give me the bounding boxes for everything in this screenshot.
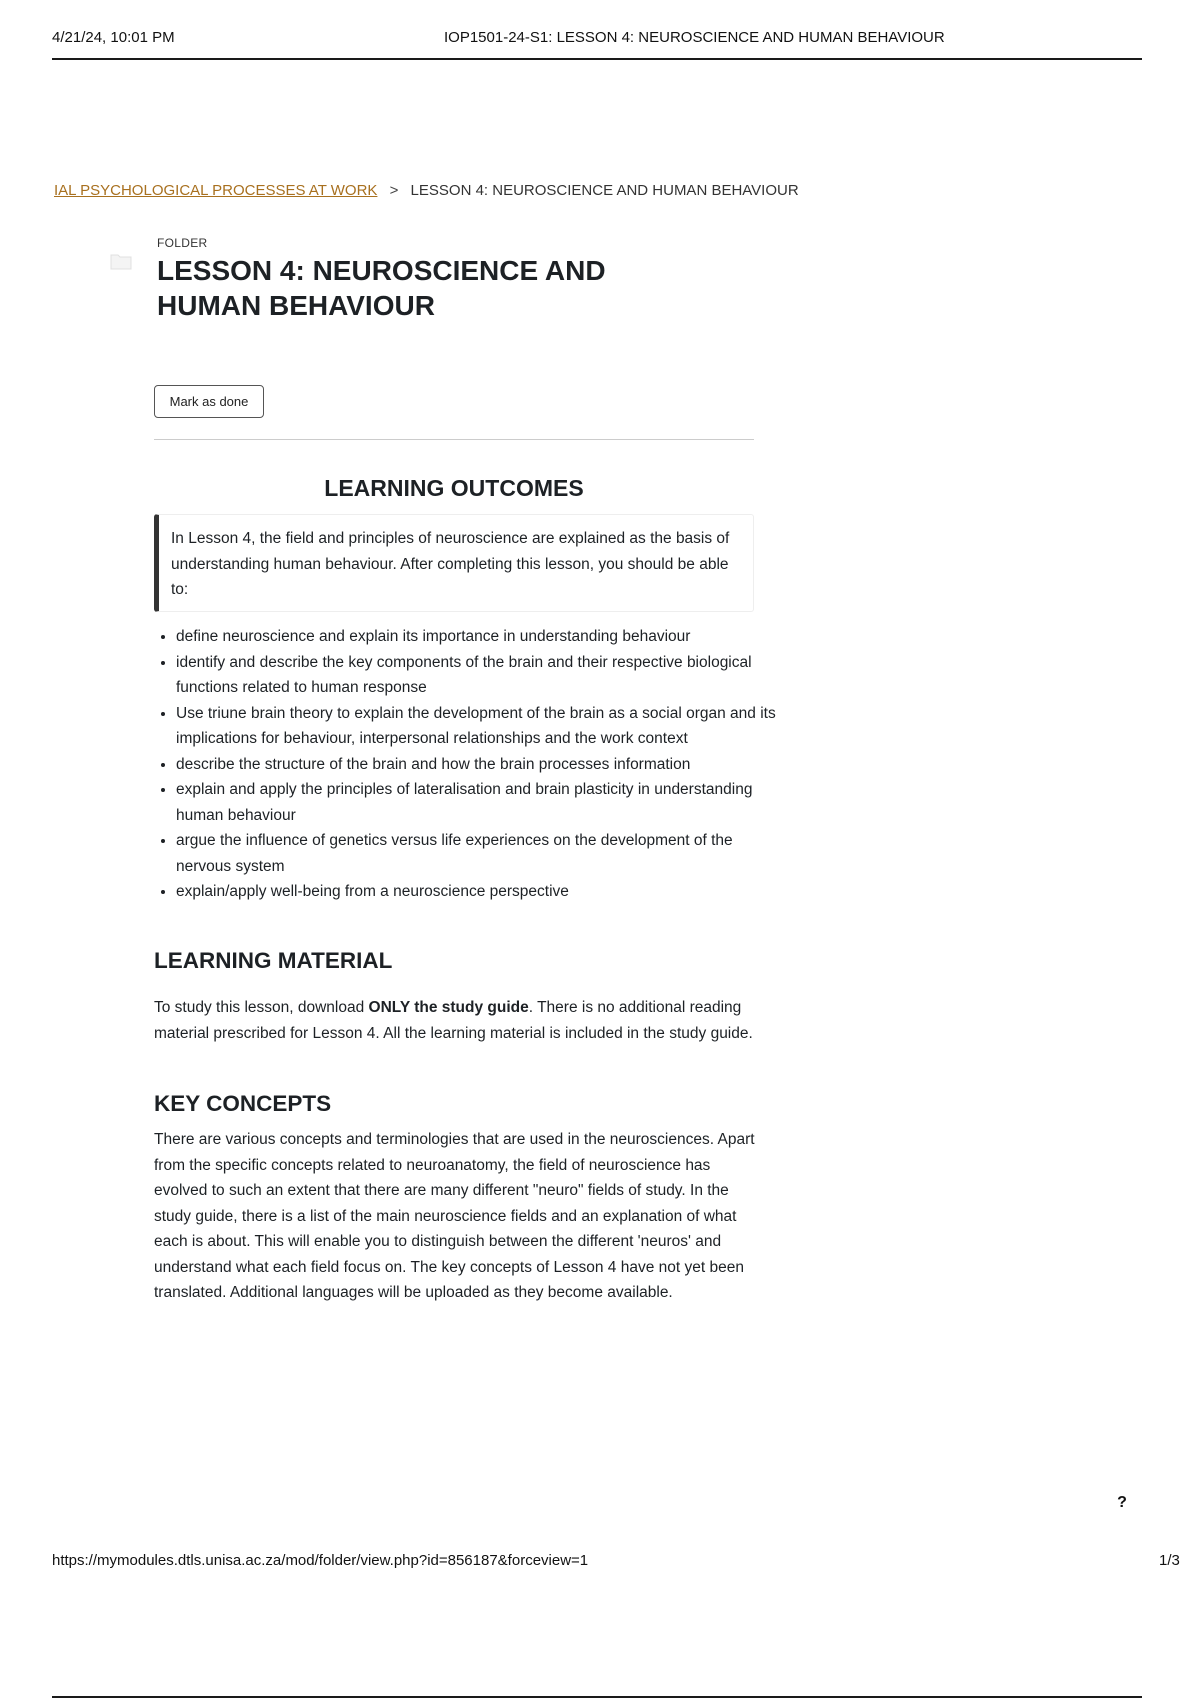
list-item: • Use triune brain theory to explain the development of the brain as a social organ and its implications for behaviour, interpersonal relationships and the work context	[176, 701, 786, 752]
print-page-title: IOP1501-24-S1: LESSON 4: NEUROSCIENCE AND HUMAN BEHAVIOUR	[444, 29, 945, 46]
breadcrumb-current: LESSON 4: NEUROSCIENCE AND HUMAN BEHAVIOUR	[410, 182, 799, 199]
print-date: 4/21/24, 10:01 PM	[52, 29, 175, 46]
list-item: • argue the influence of genetics versus life experiences on the development of the nervous system	[176, 828, 786, 879]
list-item: • explain/apply well-being from a neuroscience perspective	[176, 879, 786, 905]
page-number: 1/3	[1159, 1552, 1180, 1569]
key-concepts-text: There are various concepts and terminologies that are used in the neurosciences. Apart from the specific concepts related to neuroanatomy, the field of neuroscience has evolved to such an extent that there are many different "neuro" fields of study. In the study guide, there is a list of the main neuroscience fields and an explanation of what each is about. This will enable you to distinguish between the different 'neuros' and understand what each field focus on. The key concepts of Lesson 4 have not yet been translated. Additional languages will be uploaded as they become available.	[154, 1131, 755, 1301]
activity-type-label: FOLDER	[157, 236, 208, 250]
learning-material-text-start: To study this lesson, download	[154, 999, 369, 1016]
help-button[interactable]: ?	[1112, 1492, 1132, 1514]
learning-outcomes-list	[154, 624, 786, 905]
learning-material-text-end: . There is no additional reading material prescribed for Lesson 4. All the learning material is included in the study guide.	[154, 999, 753, 1042]
bottom-rule	[52, 1696, 1142, 1698]
mark-as-done-button[interactable]: Mark as done	[154, 385, 264, 418]
footer-url: https://mymodules.dtls.unisa.ac.za/mod/folder/view.php?id=856187&forceview=1	[52, 1552, 589, 1569]
learning-outcomes-heading: LEARNING OUTCOMES	[324, 475, 584, 501]
list-item: • describe the structure of the brain and how the brain processes information	[176, 752, 786, 778]
list-item: • define neuroscience and explain its importance in understanding behaviour	[176, 624, 786, 650]
learning-outcomes-intro: In Lesson 4, the field and principles of neuroscience are explained as the basis of understanding human behaviour. After completing this lesson, you should be able to:	[154, 514, 754, 612]
print-header	[52, 28, 1142, 60]
learning-material-emphasis: ONLY the study guide	[368, 999, 529, 1016]
page-title: LESSON 4: NEUROSCIENCE AND HUMAN BEHAVIOUR	[157, 255, 606, 321]
chevron-right-icon: >	[389, 182, 399, 199]
list-item: • identify and describe the key components of the brain and their respective biological functions related to human response	[176, 650, 786, 701]
divider	[154, 439, 754, 440]
breadcrumb	[54, 182, 799, 199]
breadcrumb-parent-link[interactable]: IAL PSYCHOLOGICAL PROCESSES AT WORK	[54, 182, 378, 199]
key-concepts-heading: KEY CONCEPTS	[154, 1091, 332, 1116]
folder-icon	[110, 252, 132, 270]
learning-material-heading: LEARNING MATERIAL	[154, 948, 393, 973]
list-item: • explain and apply the principles of lateralisation and brain plasticity in understanding human behaviour	[176, 777, 786, 828]
learning-material-text	[154, 995, 759, 1046]
